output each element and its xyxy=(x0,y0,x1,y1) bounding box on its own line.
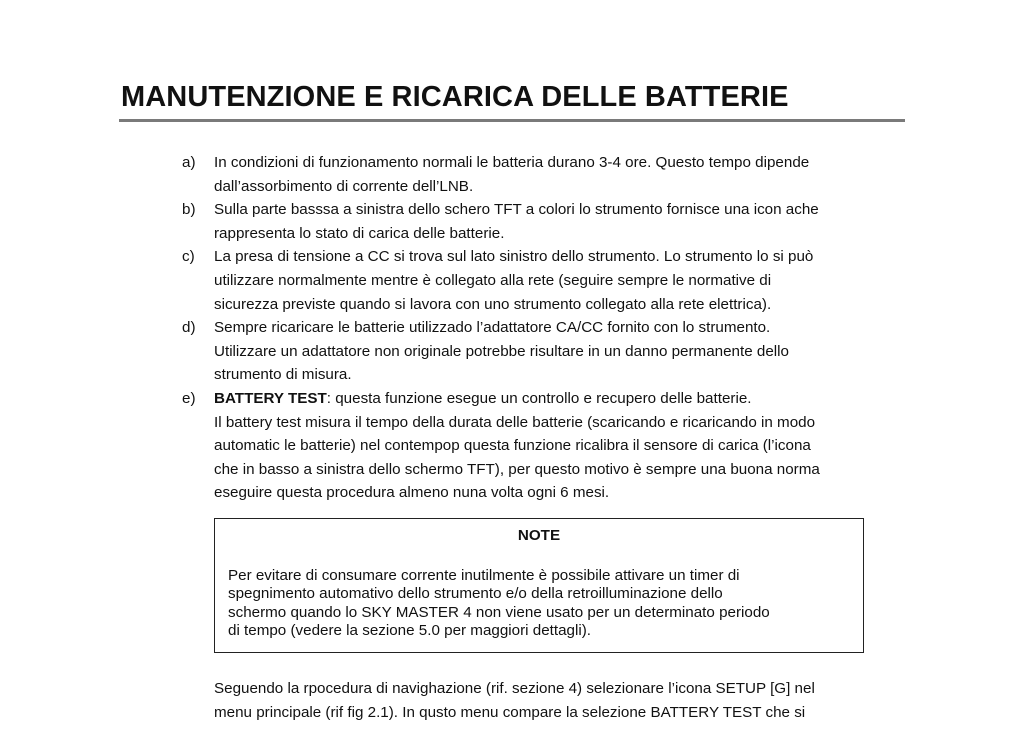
note-title: NOTE xyxy=(517,527,561,544)
list-marker: c) xyxy=(182,248,195,266)
item-text-line: che in basso a sinistra dello schermo TFT), per questo motivo è sempre una buona norma xyxy=(214,460,820,478)
list-marker: a) xyxy=(182,154,196,171)
item-first-line xyxy=(214,387,912,411)
list-item-b xyxy=(182,198,912,245)
list-item-d xyxy=(182,316,912,387)
list-item-c xyxy=(182,245,912,316)
title-underline xyxy=(119,119,905,122)
item-text-line: eseguire questa procedura almeno nuna volta ogni 6 mesi. xyxy=(214,484,610,502)
item-text-line: Sulla parte basssa a sinistra dello schero TFT a colori lo strumento fornisce una icon ache xyxy=(214,201,819,219)
item-text-line: sicurezza previste quando si lavora con uno strumento collegato alla rete elettrica). xyxy=(214,295,772,313)
page-title: MANUTENZIONE E RICARICA DELLE BATTERIE xyxy=(121,81,789,113)
note-text-line: di tempo (vedere la sezione 5.0 per maggiori dettagli). xyxy=(228,622,592,640)
item-text-line: In condizioni di funzionamento normali le batteria durano 3-4 ore. Questo tempo dipende xyxy=(214,154,810,171)
note-box xyxy=(214,518,864,653)
item-text-line: automatic le batterie) nel contempop questa funzione ricalibra il sensore di carica (l’icona xyxy=(214,437,811,455)
item-text-line: rappresenta lo stato di carica delle batterie. xyxy=(214,224,505,242)
item-text-line: utilizzare normalmente mentre è collegato alla rete (seguire sempre le normative di xyxy=(214,271,772,289)
instruction-list xyxy=(182,151,912,505)
item-text-line: La presa di tensione a CC si trova sul lato sinistro dello strumento. Lo strumento lo si può xyxy=(214,248,814,266)
paragraph-line: menu principale (rif fig 2.1). In qusto menu compare la selezione BATTERY TEST che si xyxy=(214,703,806,721)
item-text-line: dall’assorbimento di corrente dell’LNB. xyxy=(214,177,474,195)
item-text-line: strumento di misura. xyxy=(214,366,352,384)
note-text-line: spegnimento automativo dello strumento e/o della retroilluminazione dello xyxy=(228,585,723,603)
item-text-line: Utilizzare un adattatore non originale potrebbe risultare in un danno permanente dello xyxy=(214,342,789,360)
item-text-line: Il battery test misura il tempo della durata delle batterie (scaricando e ricaricando in modo xyxy=(214,413,816,431)
list-item-a xyxy=(182,151,912,198)
list-marker: b) xyxy=(182,201,196,219)
paragraph-line: Seguendo la rpocedura di navighazione (rif. sezione 4) selezionare l’icona SETUP [G] nel xyxy=(214,680,815,697)
battery-test-label: BATTERY TEST xyxy=(214,389,327,407)
note-body xyxy=(228,567,858,641)
after-note-paragraph xyxy=(214,677,914,724)
list-marker: e) xyxy=(182,389,196,407)
item-text-line: Sempre ricaricare le batterie utilizzado l’adattatore CA/CC fornito con lo strumento. xyxy=(214,319,771,337)
item-text-rest: : questa funzione esegue un controllo e recupero delle batterie. xyxy=(326,389,752,407)
list-item-e xyxy=(182,387,912,505)
list-marker: d) xyxy=(182,319,196,337)
note-text-line: schermo quando lo SKY MASTER 4 non viene usato per un determinato periodo xyxy=(228,603,770,621)
note-text-line: Per evitare di consumare corrente inutilmente è possibile attivare un timer di xyxy=(228,567,740,584)
